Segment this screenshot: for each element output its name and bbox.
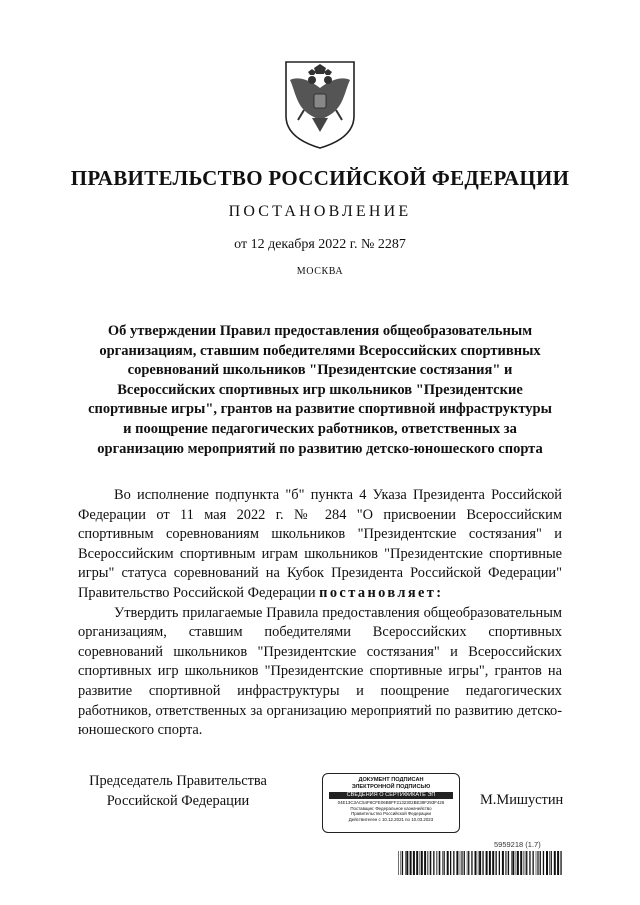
document-body bbox=[78, 486, 562, 741]
coat-of-arms-icon bbox=[282, 58, 358, 150]
document-subject bbox=[70, 322, 570, 459]
subject-line: соревнований школьников "Президентские состязания" и bbox=[127, 362, 513, 379]
document-type: ПОСТАНОВЛЕНИЕ bbox=[228, 203, 412, 220]
document-date-number: от 12 декабря 2022 г. № 2287 bbox=[234, 237, 406, 252]
subject-line: спортивные игры", грантов на развитие спортивной инфраструктуры bbox=[88, 401, 552, 418]
body-paragraph-preamble: Во исполнение подпункта "б" пункта 4 Указа Президента Российской Федерации от 11 мая 2022 г. № 284 "О присвоении Всероссийским спортивным соревнованиям школьников "Президентские состязания" и Всероссийским спортивным играм школьников "Президентские спортивные игры" статуса соревнований на Кубок Президента Российской Федерации" Правительство Российской Федерации постановляет: bbox=[78, 487, 562, 601]
barcode-icon bbox=[398, 851, 562, 875]
subject-line: организацию мероприятий по развитию детско-юношеского спорта bbox=[97, 440, 543, 457]
subject-line: Всероссийских спортивных игр школьников "Президентские bbox=[117, 381, 523, 398]
electronic-signature-stamp: ДОКУМЕНТ ПОДПИСАН ЭЛЕКТРОННОЙ ПОДПИСЬЮ СВЕДЕНИЯ О СЕРТИФИКАТЕ ЭП 04E13C3AC54F8CFE06B8FF2132302BE39F293F426 Поставщик: Федеральное казначейство Правительство Российской Федерации Действителен с 10.12.2021 по 10.03.2023 bbox=[322, 773, 460, 833]
government-title: ПРАВИТЕЛЬСТВО РОССИЙСКОЙ ФЕДЕРАЦИИ bbox=[70, 166, 570, 190]
document-city: МОСКВА bbox=[296, 266, 344, 277]
subject-line: организациям, ставшим победителями Всероссийских спортивных bbox=[99, 342, 541, 359]
signatory-name: М.Мишустин bbox=[480, 792, 564, 808]
subject-line: и поощрение педагогических работников, ответственных за bbox=[123, 420, 517, 437]
resolves-keyword: постановляет: bbox=[319, 584, 444, 601]
signatory-role: Председатель Правительства Российской Федерации bbox=[89, 773, 267, 809]
document-code: 5959218 (1.7) bbox=[494, 840, 541, 849]
subject-line: Об утверждении Правил предоставления общеобразовательным bbox=[107, 323, 533, 339]
body-paragraph-resolution: Утвердить прилагаемые Правила предоставления общеобразовательным организациям, ставшим победителями Всероссийских спортивных соревнований школьников "Президентские состязания" и Всероссийских спортивных игр школьников "Президентские спортивные игры", грантов на развитие спортивной инфраструктуры и поощрение педагогических работников, ответственных за организацию мероприятий по развитию детско-юношеского спорта. bbox=[78, 604, 562, 739]
